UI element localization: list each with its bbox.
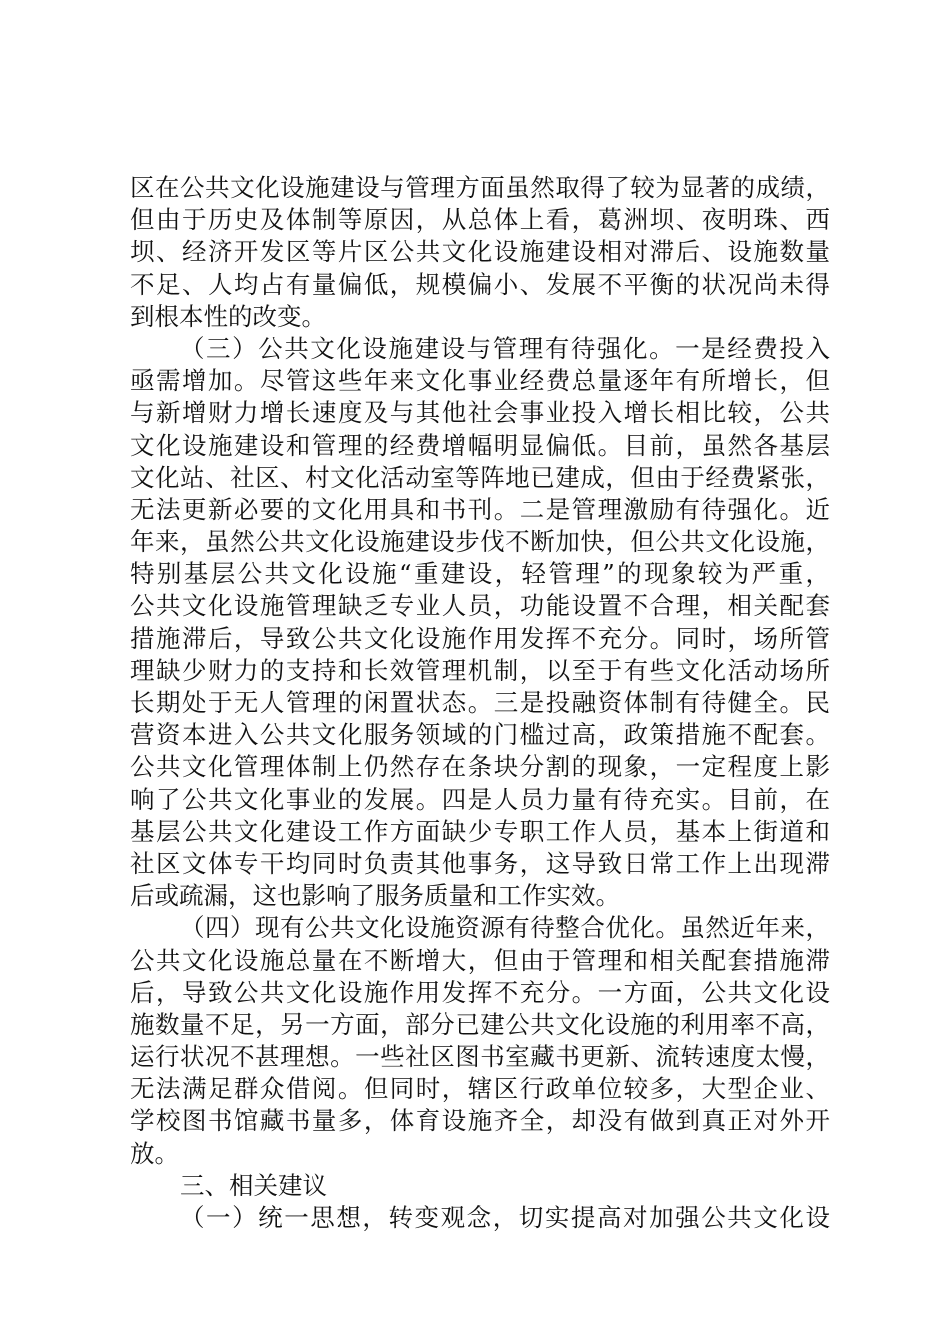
text-line: 长期处于无人管理的闲置状态。三是投融资体制有待健全。民 bbox=[130, 688, 830, 717]
text-line: 无法更新必要的文化用具和书刊。二是管理激励有待强化。近 bbox=[130, 494, 830, 524]
text-line: 区在公共文化设施建设与管理方面虽然取得了较为显著的成绩， bbox=[130, 173, 830, 202]
document-body bbox=[130, 172, 830, 1234]
text-line: 施数量不足，另一方面，部分已建公共文化设施的利用率不高， bbox=[130, 1009, 830, 1039]
text-line: 公共文化设施管理缺乏专业人员，功能设置不合理，相关配套 bbox=[130, 591, 830, 621]
text-line: 坝、经济开发区等片区公共文化设施建设相对滞后、设施数量 bbox=[130, 237, 830, 267]
text-line: 社区文体专干均同时负责其他事务，这导致日常工作上出现滞 bbox=[130, 848, 830, 878]
text-line: 营资本进入公共文化服务领域的门槛过高，政策措施不配套。 bbox=[130, 720, 830, 750]
text-line: 不足、人均占有量偏低，规模偏小、发展不平衡的状况尚未得 bbox=[130, 269, 830, 299]
text-line: 后，导致公共文化设施作用发挥不充分。一方面，公共文化设 bbox=[130, 977, 830, 1007]
text-line: 文化设施建设和管理的经费增幅明显偏低。目前，虽然各基层 bbox=[130, 430, 830, 460]
text-line: 到根本性的改变。 bbox=[130, 301, 326, 331]
text-line: 文化站、社区、村文化活动室等阵地已建成，但由于经费紧张， bbox=[130, 462, 830, 492]
chapter-heading: 三、相关建议 bbox=[180, 1170, 327, 1200]
text-line: 与新增财力增长速度及与其他社会事业投入增长相比较，公共 bbox=[130, 398, 830, 428]
text-line: 运行状况不甚理想。一些社区图书室藏书更新、流转速度太慢， bbox=[130, 1042, 830, 1072]
text-line: 公共文化管理体制上仍然存在条块分割的现象，一定程度上影 bbox=[130, 752, 830, 782]
section-heading-line: （一）统一思想，转变观念，切实提高对加强公共文化设 bbox=[180, 1203, 830, 1232]
text-line: 公共文化设施总量在不断增大，但由于管理和相关配套措施滞 bbox=[130, 945, 830, 975]
text-line: 后或疏漏，这也影响了服务质量和工作实效。 bbox=[130, 881, 620, 911]
text-line: 但由于历史及体制等原因，从总体上看，葛洲坝、夜明珠、西 bbox=[130, 205, 830, 235]
text-line: 基层公共文化建设工作方面缺少专职工作人员，基本上街道和 bbox=[130, 816, 830, 846]
text-line: 措施滞后，导致公共文化设施作用发挥不充分。同时，场所管 bbox=[130, 623, 830, 653]
text-line: 年来，虽然公共文化设施建设步伐不断加快，但公共文化设施， bbox=[130, 527, 830, 557]
text-line: 放。 bbox=[130, 1138, 179, 1168]
text-line: 理缺少财力的支持和长效管理机制，以至于有些文化活动场所 bbox=[130, 655, 830, 685]
text-line: 学校图书馆藏书量多，体育设施齐全，却没有做到真正对外开 bbox=[130, 1106, 830, 1136]
section-heading-line: （四）现有公共文化设施资源有待整合优化。虽然近年来， bbox=[180, 913, 830, 943]
section-heading-line: （三）公共文化设施建设与管理有待强化。一是经费投入 bbox=[180, 333, 830, 363]
text-line: 响了公共文化事业的发展。四是人员力量有待充实。目前，在 bbox=[130, 784, 830, 814]
text-line: 亟需增加。尽管这些年来文化事业经费总量逐年有所增长，但 bbox=[130, 366, 830, 396]
text-line: 无法满足群众借阅。但同时，辖区行政单位较多，大型企业、 bbox=[130, 1074, 830, 1104]
text-line: 特别基层公共文化设施“重建设，轻管理”的现象较为严重， bbox=[130, 559, 830, 589]
